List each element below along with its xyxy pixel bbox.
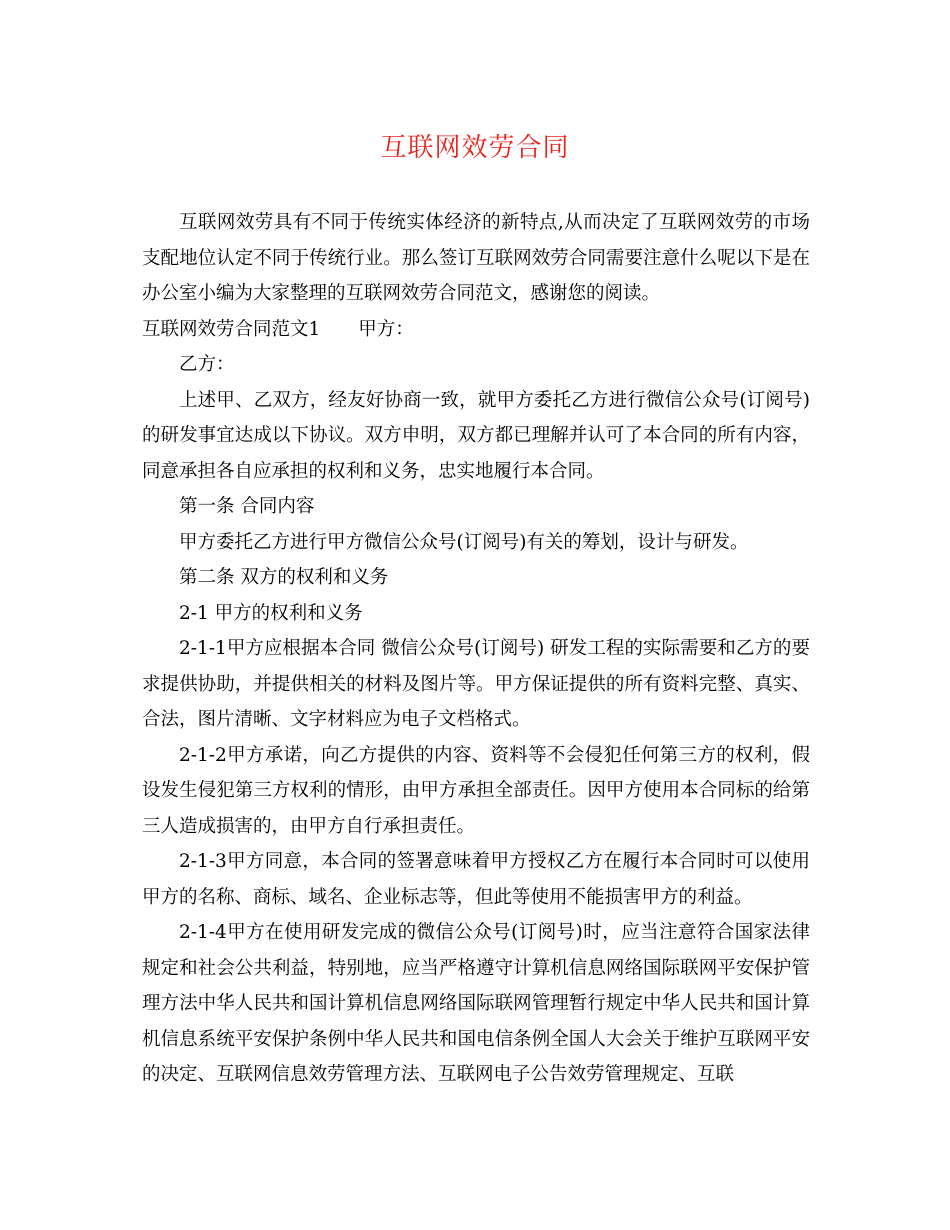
clause-2-1-2: 2-1-2甲方承诺，向乙方提供的内容、资料等不会侵犯任何第三方的权利，假设发生侵犯第三方权利的情形，由甲方承担全部责任。因甲方使用本合同标的给第三人造成损害的，由甲方自行承担责任。 [142, 744, 810, 837]
section-2-1-title: 2-1 甲方的权利和义务 [179, 602, 363, 624]
article-2-title: 第二条 双方的权利和义务 [179, 567, 389, 588]
sample-label: 互联网效劳合同范文1 [142, 318, 321, 340]
document-body [142, 205, 810, 1093]
intro-paragraph: 互联网效劳具有不同于传统实体经济的新特点,从而决定了互联网效劳的市场支配地位认定不同于传统行业。那么签订互联网效劳合同需要注意什么呢以下是在办公室小编为大家整理的互联网效劳合同范文，感谢您的阅读。 [142, 212, 810, 304]
clause-2-1-4: 2-1-4甲方在使用研发完成的微信公众号(订阅号)时，应当注意符合国家法律规定和社会公共利益，特别地，应当严格遵守计算机信息网络国际联网平安保护管理方法中华人民共和国计算机信息网络国际联网管理暂行规定中华人民共和国计算机信息系统平安保护条例中华人民共和国电信条例全国人大会关于维护互联网平安的决定、互联网信息效劳管理方法、互联网电子公告效劳管理规定、互联 [142, 922, 810, 1085]
party-b-label: 乙方： [179, 354, 235, 375]
article-1-text: 甲方委托乙方进行甲方微信公众号(订阅号)有关的筹划，设计与研发。 [179, 531, 749, 553]
article-1-title: 第一条 合同内容 [179, 496, 315, 517]
document-title: 互联网效劳合同 [380, 133, 570, 163]
sample-heading-line [142, 312, 810, 348]
clause-2-1-3: 2-1-3甲方同意，本合同的签署意味着甲方授权乙方在履行本合同时可以使用甲方的名称、商标、域名、企业标志等，但此等使用不能损害甲方的利益。 [142, 851, 810, 908]
clause-2-1-1: 2-1-1甲方应根据本合同 微信公众号(订阅号) 研发工程的实际需要和乙方的要求提供协助，并提供相关的材料及图片等。甲方保证提供的所有资料完整、真实、合法，图片清晰、文字材料应为电子文档格式。 [142, 638, 810, 730]
preamble-paragraph: 上述甲、乙双方，经友好协商一致，就甲方委托乙方进行微信公众号(订阅号)的研发事宜达成以下协议。双方申明，双方都已理解并认可了本合同的所有内容，同意承担各自应承担的权利和义务，忠实地履行本合同。 [142, 389, 810, 482]
party-a-label: 甲方： [358, 318, 414, 340]
